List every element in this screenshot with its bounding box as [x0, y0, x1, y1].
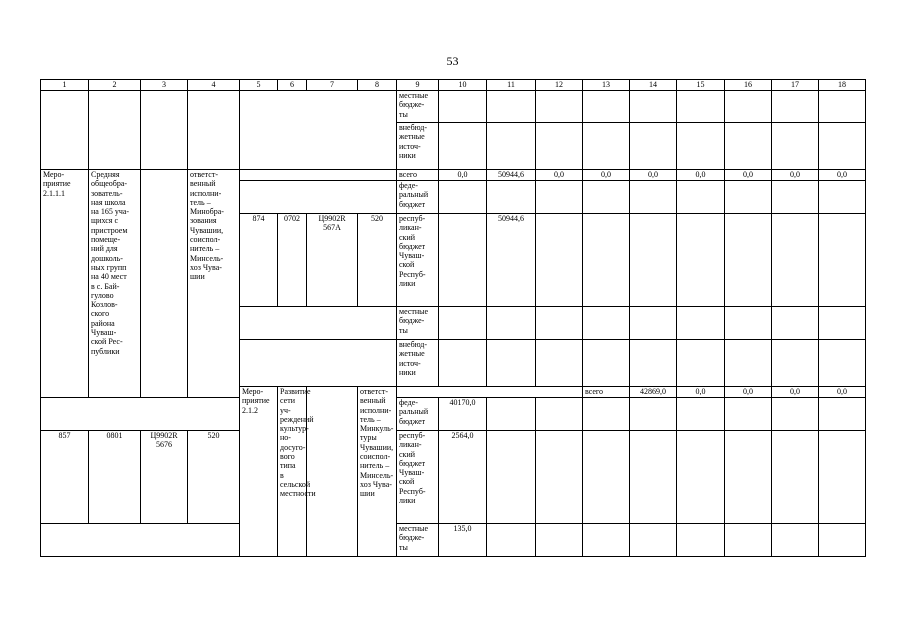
column-number: 9: [397, 80, 439, 91]
column-number-row: [41, 80, 866, 91]
target-article-code: Ц9902R 5676: [141, 431, 188, 524]
value-cell: 0,0: [677, 170, 725, 181]
column-number: 5: [240, 80, 278, 91]
table-row: [41, 91, 866, 123]
measure-number: Меро- приятие 2.1.2: [240, 387, 278, 557]
target-article-code: Ц9902R 567А: [307, 214, 358, 307]
column-number: 16: [725, 80, 772, 91]
source-label: местные бюдже- ты: [397, 91, 439, 123]
table-row: [41, 170, 866, 181]
section-code: 0702: [278, 214, 307, 307]
source-label: респуб- ликан- ский бюджет Чуваш- ской Респуб- лики: [397, 214, 439, 307]
value-cell: 50944,6: [487, 170, 536, 181]
ministry-code: 874: [240, 214, 278, 307]
value-cell: 0,0: [630, 170, 677, 181]
value-cell: 0,0: [772, 170, 819, 181]
source-label: феде- ральный бюджет: [397, 181, 439, 214]
value-cell: 0,0: [677, 387, 725, 398]
table-row: [41, 524, 866, 557]
column-number: 14: [630, 80, 677, 91]
column-number: 6: [278, 80, 307, 91]
column-number: 11: [487, 80, 536, 91]
source-label: местные бюдже- ты: [397, 307, 439, 340]
column-number: 3: [141, 80, 188, 91]
value-cell: 40170,0: [439, 398, 487, 431]
value-cell: 50944,6: [487, 214, 536, 307]
value-cell: 0,0: [725, 387, 772, 398]
measure-title: Развитие сети уч- реждений культур- но-досуго- вого типа в сельской местности: [278, 387, 307, 557]
value-cell: 0,0: [819, 387, 866, 398]
table-row: [41, 398, 866, 431]
column-number: 7: [307, 80, 358, 91]
column-number: 1: [41, 80, 89, 91]
value-cell: 42869,0: [630, 387, 677, 398]
column-number: 13: [583, 80, 630, 91]
ministry-code: 857: [41, 431, 89, 524]
value-cell: 0,0: [439, 170, 487, 181]
table-row: [41, 431, 866, 524]
measure-title: Средняя общеобра- зователь- ная школа на 165 уча- щихся с пристроем помеще- ний для дошколь- ных групп на 40 мест в с. Бай- гулово Козлов- ского района Чуваш- ской Рес- публики: [89, 170, 141, 398]
value-cell: 0,0: [772, 387, 819, 398]
value-cell: 0,0: [536, 170, 583, 181]
section-code: 0801: [89, 431, 141, 524]
page-number: 53: [446, 54, 459, 68]
responsible-executor: ответст- венный исполни- тель – Минкуль- туры Чувашии, соиспол- нитель – Минсель- хоз Чува- шии: [358, 387, 397, 557]
value-cell: 0,0: [583, 170, 630, 181]
source-label: феде- ральный бюджет: [397, 398, 439, 431]
value-cell: 0,0: [819, 170, 866, 181]
source-label: всего: [397, 170, 439, 181]
column-number: 15: [677, 80, 725, 91]
source-label: всего: [583, 387, 630, 398]
expense-type-code: 520: [188, 431, 240, 524]
responsible-executor: ответст- венный исполни- тель – Минобра- зования Чувашии, соиспол- нитель – Минсель- хоз Чува- шии: [188, 170, 240, 398]
column-number: 8: [358, 80, 397, 91]
expense-type-code: 520: [358, 214, 397, 307]
value-cell: 135,0: [439, 524, 487, 557]
source-label: местные бюдже- ты: [397, 524, 439, 557]
value-cell: 2564,0: [439, 431, 487, 524]
source-label: внебюд- жетные источ- ники: [397, 340, 439, 387]
column-number: 10: [439, 80, 487, 91]
column-number: 2: [89, 80, 141, 91]
column-number: 18: [819, 80, 866, 91]
source-label: респуб- ликан- ский бюджет Чуваш- ской Респуб- лики: [397, 431, 439, 524]
measure-number: Меро- приятие 2.1.1.1: [41, 170, 89, 398]
column-number: 17: [772, 80, 819, 91]
value-cell: 0,0: [725, 170, 772, 181]
column-number: 4: [188, 80, 240, 91]
source-label: внебюд- жетные источ- ники: [397, 123, 439, 170]
budget-table: [40, 79, 866, 557]
column-number: 12: [536, 80, 583, 91]
